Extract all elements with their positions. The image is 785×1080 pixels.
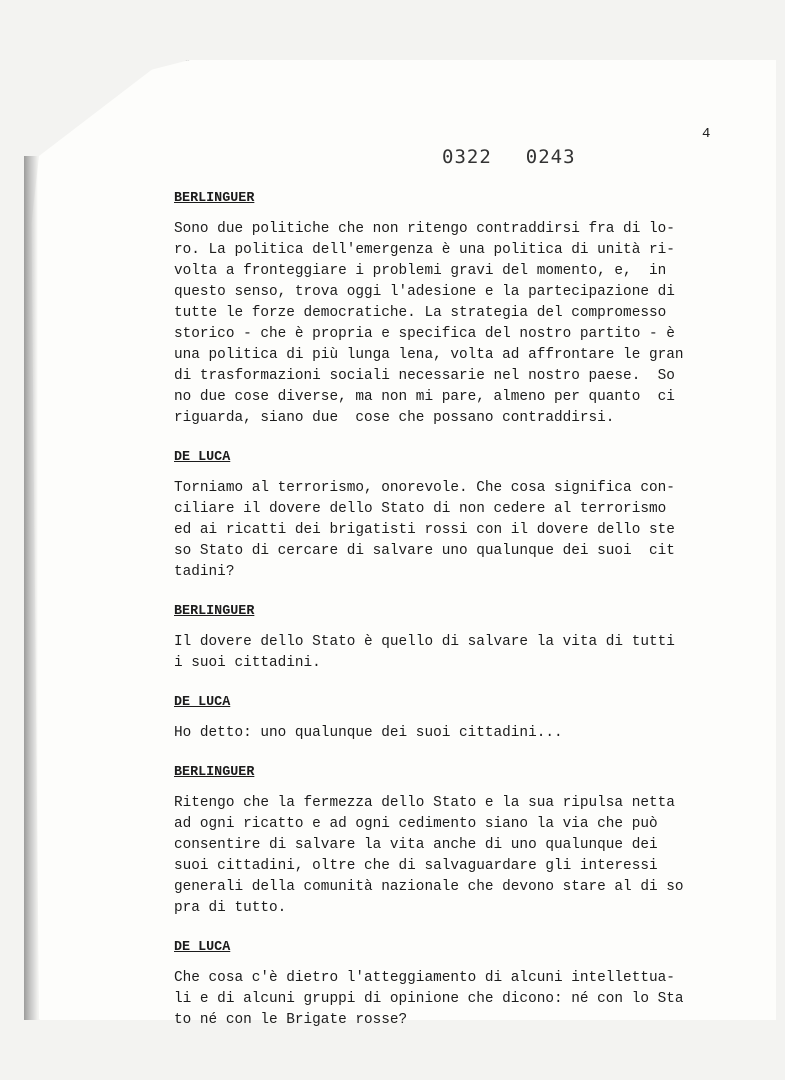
speaker-label: BERLINGUER [174, 604, 255, 619]
text-line: di trasformazioni sociali necessarie nel nostro paese. So [174, 368, 675, 384]
text-line: una politica di più lunga lena, volta ad affrontare le gran [174, 347, 684, 363]
speaker-label: BERLINGUER [174, 765, 255, 780]
question-paragraph [174, 478, 734, 583]
text-line: Torniamo al terrorismo, onorevole. Che cosa significa con- [174, 480, 675, 496]
text-line: ro. La politica dell'emergenza è una politica di unità ri- [174, 242, 675, 258]
text-line: so Stato di cercare di salvare uno qualunque dei suoi cit [174, 543, 675, 559]
answer-paragraph [174, 219, 734, 429]
text-line: ciliare il dovere dello Stato di non cedere al terrorismo [174, 501, 667, 517]
archive-code [442, 146, 610, 168]
text-line: Il dovere dello Stato è quello di salvare la vita di tutti [174, 634, 675, 650]
text-line: volta a fronteggiare i problemi gravi del momento, e, in [174, 263, 667, 279]
text-line: tutte le forze democratiche. La strategia del compromesso [174, 305, 667, 321]
speaker-label: DE LUCA [174, 450, 231, 465]
text-line: riguarda, siano due cose che possano contraddirsi. [174, 410, 615, 426]
text-line: ed ai ricatti dei brigatisti rossi con il dovere dello ste [174, 522, 675, 538]
speaker-label: DE LUCA [174, 940, 231, 955]
archive-code-part-2: 0243 [525, 146, 576, 168]
archive-code-part-1: 0322 [442, 146, 492, 168]
text-line: no due cose diverse, ma non mi pare, almeno per quanto ci [174, 389, 675, 405]
text-line: Ho detto: uno qualunque dei suoi cittadini... [174, 725, 563, 741]
text-line: generali della comunità nazionale che devono stare al di so [174, 879, 684, 895]
answer-paragraph [174, 632, 734, 674]
text-line: Sono due politiche che non ritengo contraddirsi fra di lo- [174, 221, 675, 237]
speaker-label: DE LUCA [174, 695, 231, 710]
text-line: suoi cittadini, oltre che di salvaguardare gli interessi [174, 858, 658, 874]
text-line: i suoi cittadini. [174, 655, 321, 671]
text-line: Che cosa c'è dietro l'atteggiamento di alcuni intellettua- [174, 970, 675, 986]
question-paragraph [174, 723, 734, 744]
question-paragraph [174, 968, 734, 1031]
text-line: questo senso, trova oggi l'adesione e la partecipazione di [174, 284, 675, 300]
text-line: to né con le Brigate rosse? [174, 1012, 408, 1028]
text-line: storico - che è propria e specifica del nostro partito - è [174, 326, 675, 342]
text-line: tadini? [174, 564, 235, 580]
text-line: consentire di salvare la vita anche di uno qualunque dei [174, 837, 658, 853]
interview-transcript [174, 188, 734, 1031]
speaker-label: BERLINGUER [174, 191, 255, 206]
page-number: 4 [702, 126, 711, 142]
page-edge-shadow [24, 60, 38, 1020]
text-line: pra di tutto. [174, 900, 287, 916]
text-line: ad ogni ricatto e ad ogni cedimento siano la via che può [174, 816, 658, 832]
text-line: li e di alcuni gruppi di opinione che dicono: né con lo Sta [174, 991, 684, 1007]
answer-paragraph [174, 793, 734, 919]
text-line: Ritengo che la fermezza dello Stato e la sua ripulsa netta [174, 795, 675, 811]
